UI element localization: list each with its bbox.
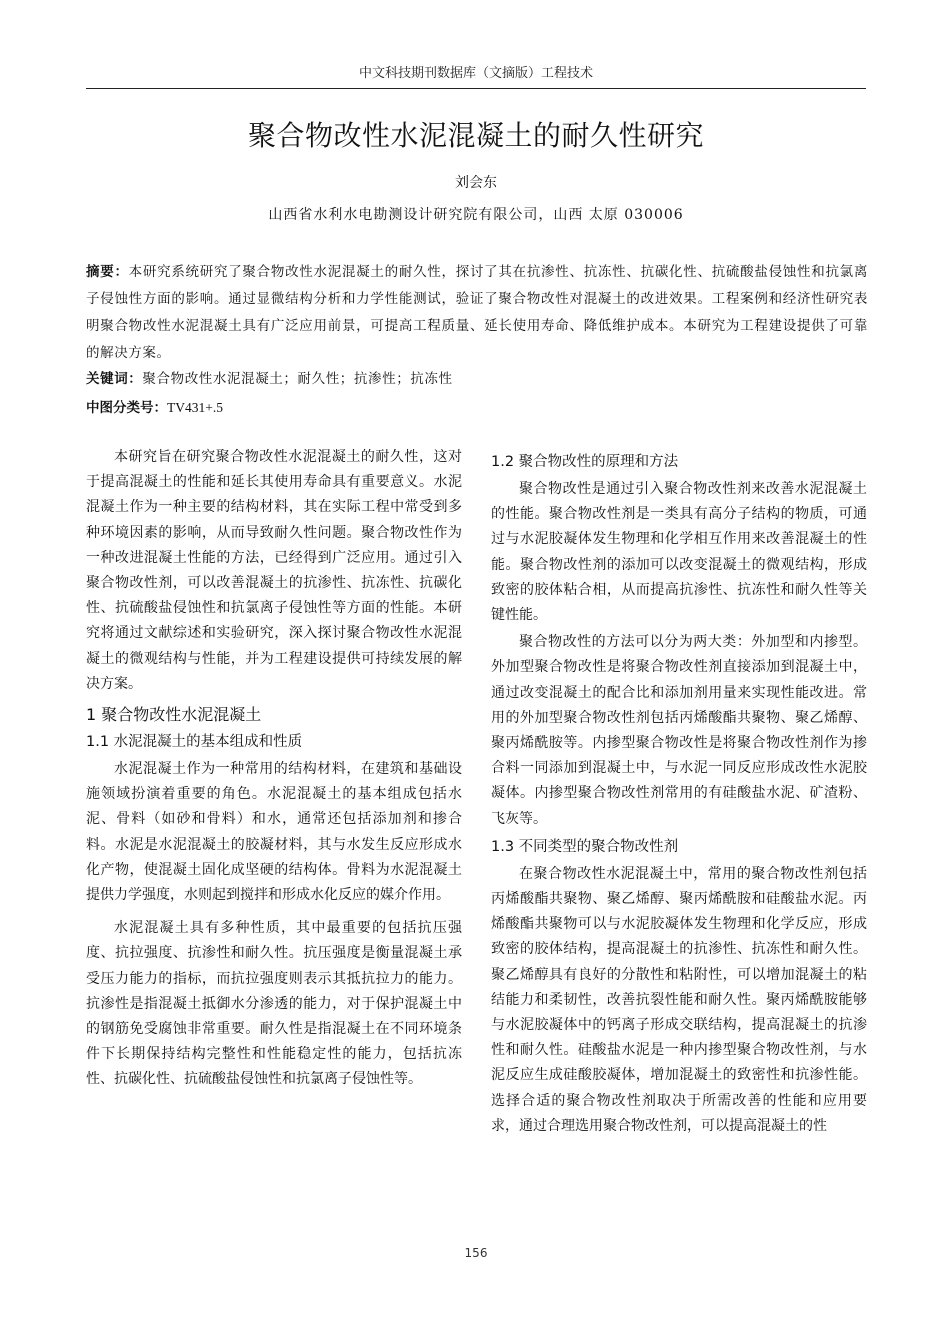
keywords-label: 关键词： [86, 371, 143, 387]
author-affiliation: 山西省水利水电勘测设计研究院有限公司，山西 太原 030006 [268, 207, 684, 223]
left-column [86, 445, 462, 1095]
abstract-label: 摘要： [86, 264, 129, 280]
section-1-2-paragraph-1: 聚合物改性是通过引入聚合物改性剂来改善水泥混凝土的性能。聚合物改性剂是一类具有高分子结构的物质，可通过与水泥胶凝体发生物理和化学相互作用来改善混凝土的性能。聚合物改性剂的添加可以改变混凝土的微观结构，形成致密的胶体粘合相，从而提高抗渗性、抗冻性和耐久性等关键性能。 [491, 481, 867, 624]
article-title: 聚合物改性水泥混凝土的耐久性研究 [247, 119, 704, 152]
intro-paragraph: 本研究旨在研究聚合物改性水泥混凝土的耐久性，这对于提高混凝土的性能和延长其使用寿命具有重要意义。水泥混凝土作为一种主要的结构材料，其在实际工程中常受到多种环境因素的影响，从而导致耐久性问题。聚合物改性作为一种改进混凝土性能的方法，已经得到广泛应用。通过引入聚合物改性剂，可以改善混凝土的抗渗性、抗冻性、抗碳化性、抗硫酸盐侵蚀性和抗氯离子侵蚀性等方面的性能。本研究将通过文献综述和实验研究，深入探讨聚合物改性水泥混凝土的微观结构与性能，并为工程建设提供可持续发展的解决方案。 [86, 449, 462, 692]
abstract [86, 259, 868, 367]
keywords-text: 聚合物改性水泥混凝土；耐久性；抗渗性；抗冻性 [142, 371, 453, 387]
section-1-1-heading: 1.1 水泥混凝土的基本组成和性质 [86, 734, 303, 751]
section-1-heading: 1 聚合物改性水泥混凝土 [86, 705, 262, 725]
section-1-1-paragraph-2: 水泥混凝土具有多种性质，其中最重要的包括抗压强度、抗拉强度、抗渗性和耐久性。抗压强度是衡量混凝土承受压力能力的指标，而抗拉强度则表示其抵抗拉力的能力。抗渗性是指混凝土抵御水分渗透的能力，对于保护混凝土中的钢筋免受腐蚀非常重要。耐久性是指混凝土在不同环境条件下长期保持结构完整性和性能稳定性的能力，包括抗冻性、抗碳化性、抗硫酸盐侵蚀性和抗氯离子侵蚀性等。 [86, 920, 462, 1088]
page-number: 156 [464, 1246, 488, 1260]
journal-header: 中文科技期刊数据库（文摘版）工程技术 [358, 66, 593, 81]
section-1-3-heading: 1.3 不同类型的聚合物改性剂 [491, 838, 679, 855]
header-divider [86, 88, 866, 89]
keywords [86, 367, 868, 387]
section-1-2-paragraph-2: 聚合物改性的方法可以分为两大类：外加型和内掺型。外加型聚合物改性是将聚合物改性剂直接添加到混凝土中，通过改变混凝土的配合比和添加剂用量来实现性能改进。常用的外加型聚合物改性剂包括丙烯酸酯共聚物、聚乙烯醇、聚丙烯酰胺等。内掺型聚合物改性是将聚合物改性剂作为掺合料一同添加到混凝土中，与水泥一同反应形成改性水泥胶凝体。内掺型聚合物改性剂常用的有硅酸盐水泥、矿渣粉、飞灰等。 [491, 634, 867, 827]
section-1-3-paragraph-1: 在聚合物改性水泥混凝土中，常用的聚合物改性剂包括丙烯酸酯共聚物、聚乙烯醇、聚丙烯酰胺和硅酸盐水泥。丙烯酸酯共聚物可以与水泥胶凝体发生物理和化学反应，形成致密的胶体结构，提高混凝土的抗渗性、抗冻性和耐久性。聚乙烯醇具有良好的分散性和粘附性，可以增加混凝土的粘结能力和柔韧性，改善抗裂性能和耐久性。聚丙烯酰胺能够与水泥胶凝体中的钙离子形成交联结构，提高混凝土的抗渗性和耐久性。硅酸盐水泥是一种内掺型聚合物改性剂，与水泥反应生成硅酸胶凝体，增加混凝土的致密性和抗渗性能。选择合适的聚合物改性剂取决于所需改善的性能和应用要求，通过合理选用聚合物改性剂，可以提高混凝土的性 [491, 865, 867, 1134]
classification-label: 中图分类号： [86, 400, 167, 416]
section-1-2-heading: 1.2 聚合物改性的原理和方法 [491, 454, 679, 470]
classification [86, 396, 868, 416]
right-column [491, 445, 867, 1141]
abstract-text: 本研究系统研究了聚合物改性水泥混凝土的耐久性，探讨了其在抗渗性、抗冻性、抗碳化性、抗硫酸盐侵蚀性和抗氯离子侵蚀性方面的影响。通过显微结构分析和力学性能测试，验证了聚合物改性对混凝土的改进效果。工程案例和经济性研究表明聚合物改性水泥混凝土具有广泛应用前景，可提高工程质量、延长使用寿命、降低维护成本。本研究为工程建设提供了可靠的解决方案。 [86, 264, 868, 361]
article-author: 刘会东 [455, 175, 497, 191]
classification-code: TV431+.5 [167, 400, 223, 415]
section-1-1-paragraph-1: 水泥混凝土作为一种常用的结构材料，在建筑和基础设施领域扮演着重要的角色。水泥混凝土的基本组成包括水泥、骨料（如砂和骨料）和水，通常还包括添加剂和掺合料。水泥是水泥混凝土的胶凝材料，其与水发生反应形成水化产物，使混凝土固化成坚硬的结构体。骨料为水泥混凝土提供力学强度，水则起到搅拌和形成水化反应的媒介作用。 [86, 761, 462, 904]
